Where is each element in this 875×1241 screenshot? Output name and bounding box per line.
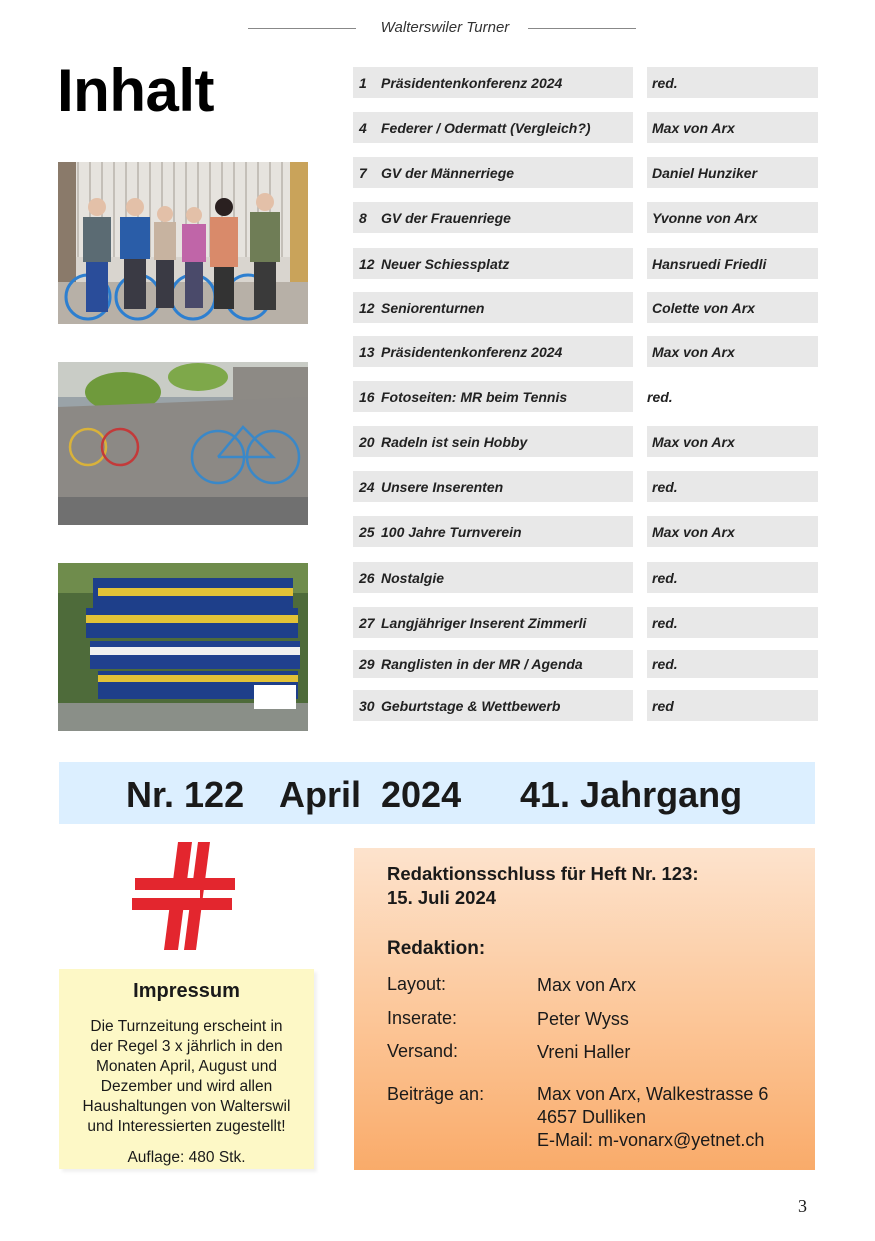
inserate-value: Peter Wyss	[537, 1009, 629, 1029]
toc-entry-title: Neuer Schiessplatz	[381, 255, 510, 272]
toc-row[interactable]	[353, 336, 818, 367]
toc-author: Hansruedi Friedli	[652, 255, 767, 272]
impressum-line: und Interessierten zugestellt!	[87, 1118, 286, 1135]
redaktionsschluss-heading: Redaktionsschluss für Heft Nr. 123:	[387, 863, 699, 884]
toc-author: red.	[647, 388, 673, 405]
issue-volume: 41. Jahrgang	[520, 774, 743, 815]
toc-page: 12	[359, 299, 375, 316]
photo-group-gym	[58, 162, 308, 324]
layout-label: Layout:	[387, 974, 447, 994]
impressum-auflage: Auflage: 480 Stk.	[127, 1149, 246, 1166]
toc-author: red.	[652, 569, 678, 586]
toc-entry-title: 100 Jahre Turnverein	[381, 523, 522, 540]
photo-bike-wall	[58, 362, 308, 525]
toc-entry-title: Radeln ist sein Hobby	[381, 433, 528, 450]
toc-entry-title: Präsidentenkonferenz 2024	[381, 74, 563, 91]
toc-entry-title: GV der Frauenriege	[381, 209, 511, 226]
beitraege-address	[537, 1083, 768, 1152]
header-rule-right	[528, 28, 636, 29]
issue-number: Nr. 122	[126, 774, 245, 815]
versand-value: Vreni Haller	[537, 1042, 631, 1062]
toc-author: Colette von Arx	[652, 299, 755, 316]
toc-author: Max von Arx	[652, 433, 735, 450]
toc-row[interactable]	[353, 202, 818, 233]
versand-label: Versand:	[387, 1041, 459, 1061]
issue-date: April 2024	[279, 774, 462, 815]
toc-page: 29	[359, 656, 375, 672]
toc-row[interactable]	[353, 67, 818, 98]
toc-author: Daniel Hunziker	[652, 164, 758, 181]
toc-row[interactable]	[353, 381, 818, 412]
issue-banner	[59, 762, 815, 824]
impressum-line: Die Turnzeitung erscheint in	[90, 1018, 283, 1035]
toc-entry-title: Langjähriger Inserent Zimmerli	[381, 614, 587, 631]
toc-row[interactable]	[353, 562, 818, 593]
toc-row[interactable]	[353, 471, 818, 502]
toc-page: 20	[359, 433, 375, 450]
impressum-box	[59, 969, 314, 1169]
toc-page: 12	[359, 255, 375, 272]
toc-entry-title: Seniorenturnen	[381, 299, 485, 316]
toc-title: Inhalt	[57, 57, 214, 124]
toc-author: red	[652, 697, 674, 714]
header-rule-left	[248, 28, 356, 29]
toc-page: 8	[359, 209, 367, 226]
toc-row[interactable]	[353, 292, 818, 323]
impressum-line: der Regel 3 x jährlich in den	[90, 1038, 283, 1055]
toc-row[interactable]	[353, 426, 818, 457]
toc-author: Max von Arx	[652, 523, 735, 540]
impressum-title: Impressum	[133, 980, 240, 1002]
toc-entry-title: Fotoseiten: MR beim Tennis	[381, 388, 568, 405]
toc-row[interactable]	[353, 607, 818, 638]
toc-page: 16	[359, 388, 375, 405]
toc-author: red.	[652, 656, 678, 672]
toc-page: 24	[359, 478, 375, 495]
toc-entry-title: GV der Männerriege	[381, 164, 515, 181]
redaktionsschluss-date: 15. Juli 2024	[387, 887, 497, 908]
address-email[interactable]: E-Mail: m-vonarx@yetnet.ch	[537, 1130, 765, 1150]
redaktion-box	[354, 848, 815, 1170]
toc-page: 30	[359, 697, 375, 714]
toc-row[interactable]	[353, 112, 818, 143]
impressum-line: Monaten April, August und	[96, 1058, 277, 1075]
address-street: Max von Arx, Walkestrasse 6	[537, 1084, 769, 1104]
address-city: 4657 Dulliken	[537, 1107, 647, 1127]
toc-page: 27	[359, 614, 375, 631]
toc-entry-title: Federer / Odermatt (Vergleich?)	[381, 119, 591, 136]
toc-page: 13	[359, 343, 375, 360]
toc-author: red.	[652, 614, 678, 631]
toc-row[interactable]	[353, 690, 818, 721]
impressum-line: Haushaltungen von Walterswil	[82, 1098, 291, 1115]
toc-page: 26	[359, 569, 375, 586]
header-title: Walterswiler Turner	[380, 19, 510, 36]
toc-entry-title: Präsidentenkonferenz 2024	[381, 343, 563, 360]
toc-entry-title: Ranglisten in der MR / Agenda	[381, 656, 583, 672]
toc-row[interactable]	[353, 248, 818, 279]
stv-cross-logo	[130, 840, 240, 955]
layout-value: Max von Arx	[537, 975, 637, 995]
toc-row[interactable]	[353, 650, 818, 678]
toc-entry-title: Unsere Inserenten	[381, 478, 504, 495]
toc-author: Yvonne von Arx	[652, 209, 758, 226]
toc-page: 7	[359, 164, 367, 181]
beitraege-label: Beiträge an:	[387, 1084, 485, 1104]
inserate-label: Inserate:	[387, 1008, 458, 1028]
page-number: 3	[798, 1196, 807, 1216]
toc-author: red.	[652, 74, 678, 91]
toc-author: Max von Arx	[652, 343, 735, 360]
toc-page: 4	[359, 119, 367, 136]
photo-team-nostalgie	[58, 563, 308, 731]
toc-row[interactable]	[353, 516, 818, 547]
toc-row[interactable]	[353, 157, 818, 188]
impressum-line: Dezember und wird allen	[100, 1078, 273, 1095]
toc-author: Max von Arx	[652, 119, 735, 136]
toc-entry-title: Nostalgie	[381, 569, 445, 586]
toc-page: 1	[359, 74, 367, 91]
toc-author: red.	[652, 478, 678, 495]
toc-page: 25	[359, 523, 375, 540]
redaktionsschluss	[387, 862, 699, 910]
redaktion-heading: Redaktion:	[387, 938, 486, 959]
toc-entry-title: Geburtstage & Wettbewerb	[381, 697, 561, 714]
impressum-text	[59, 1017, 314, 1137]
